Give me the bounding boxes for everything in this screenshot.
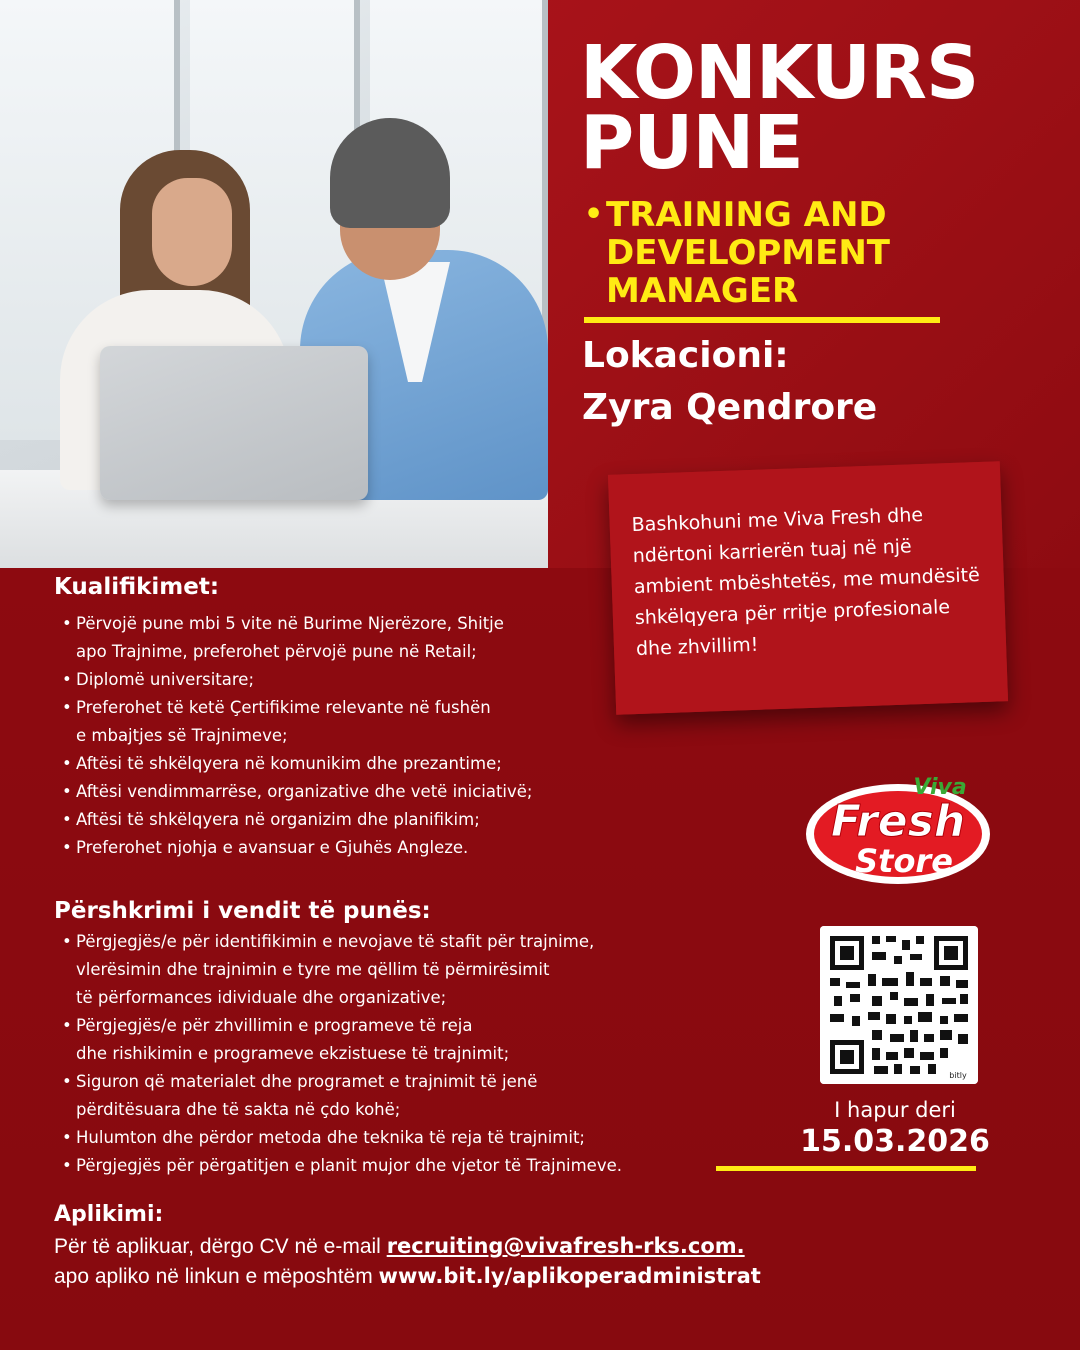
logo-word-store: Store [855, 842, 953, 880]
qr-code[interactable] [820, 926, 978, 1084]
photo-man-hair [330, 118, 450, 228]
info-card [608, 461, 1008, 715]
list-item-line: • Përgjegjës/e për identifikimin e nevojave të stafit për trajnime, [76, 932, 595, 951]
list-item [62, 610, 533, 666]
apply-email-link[interactable]: recruiting@vivafresh-rks.com. [386, 1234, 745, 1258]
list-item-line: vlerësimin dhe trajnimin e tyre me qëllim të përmirësimit [76, 960, 550, 979]
list-item [62, 778, 533, 806]
list-item [62, 694, 533, 750]
list-item [62, 1152, 622, 1180]
deadline-label: I hapur deri [834, 1098, 956, 1122]
description-list [62, 928, 622, 1180]
position-title-text: TRAINING AND DEVELOPMENT MANAGER [606, 195, 890, 311]
viva-fresh-store-logo [800, 770, 996, 890]
list-item [62, 750, 533, 778]
list-item-line: • Preferohet njohja e avansuar e Gjuhës Angleze. [76, 838, 469, 857]
list-item-line: • Siguron që materialet dhe programet e trajnimit të jenë [76, 1072, 538, 1091]
list-item-line: • Përgjegjës/e për zhvillimin e programeve të reja [76, 1016, 473, 1035]
title-line-1: KONKURS [580, 30, 979, 116]
location-block [582, 330, 1062, 434]
list-item [62, 1012, 622, 1068]
apply-title: Aplikimi: [54, 1202, 164, 1227]
apply-url-link[interactable]: www.bit.ly/aplikoperadministrat [378, 1264, 761, 1288]
list-item-line: • Diplomë universitare; [76, 670, 255, 689]
list-item [62, 1124, 622, 1152]
position-underline [584, 317, 940, 323]
apply-email-text: Për të aplikuar, dërgo CV në e-mail [54, 1235, 381, 1258]
list-item-line: e mbajtjes së Trajnimeve; [76, 726, 288, 745]
list-item-line: • Aftësi të shkëlqyera në komunikim dhe prezantime; [76, 754, 502, 773]
list-item-line: • Përgjegjës për përgatitjen e planit mujor dhe vjetor të Trajnimeve. [76, 1156, 622, 1175]
list-item [62, 666, 533, 694]
office-photo [0, 0, 548, 568]
description-title: Përshkrimi i vendit të punës: [54, 898, 431, 924]
list-item-line: • Aftësi vendimmarrëse, organizative dhe vetë iniciativë; [76, 782, 533, 801]
apply-line-link [54, 1264, 761, 1289]
list-item-line: • Aftësi të shkëlqyera në organizim dhe planifikim; [76, 810, 480, 829]
list-item [62, 1068, 622, 1124]
qr-caption: bitly [949, 1071, 967, 1080]
list-item-line: • Hulumton dhe përdor metoda dhe teknika të reja të trajnimit; [76, 1128, 585, 1147]
apply-line-email [54, 1234, 745, 1259]
list-item-line: përditësuara dhe të sakta në çdo kohë; [76, 1100, 401, 1119]
title-line-2: PUNE [580, 100, 803, 186]
deadline-date: 15.03.2026 [800, 1124, 990, 1159]
photo-laptop [100, 346, 368, 500]
qualifications-list [62, 610, 533, 862]
list-item [62, 806, 533, 834]
deadline-underline [716, 1166, 976, 1171]
position-title [584, 196, 1054, 310]
qualifications-title: Kualifikimet: [54, 574, 220, 600]
location-value: Zyra Qendrore [582, 387, 878, 428]
list-item [62, 928, 622, 1012]
apply-link-text: apo apliko në linkun e mëposhtëm [54, 1265, 373, 1288]
logo-word-fresh: Fresh [830, 796, 966, 847]
position-bullet: • [584, 197, 604, 232]
info-card-text: Bashkohuni me Viva Fresh dhe ndërtoni karrierën tuaj në një ambient mbështetës, me mundësitë shkëlqyera për rritje profesionale dhe zhvillim! [631, 503, 981, 661]
list-item-line: dhe rishikimin e programeve ekzistuese të trajnimit; [76, 1044, 510, 1063]
list-item [62, 834, 533, 862]
location-label: Lokacioni: [582, 335, 789, 376]
list-item-line: • Preferohet të ketë Çertifikime relevante në fushën [76, 698, 491, 717]
page-title [580, 30, 1060, 186]
list-item-line: të përformances idividuale dhe organizative; [76, 988, 447, 1007]
logo-word-viva: Viva [913, 775, 967, 800]
list-item-line: • Përvojë pune mbi 5 vite në Burime Njerëzore, Shitje [76, 614, 504, 633]
list-item-line: apo Trajnime, preferohet përvojë pune në Retail; [76, 642, 477, 661]
photo-woman-face [152, 178, 232, 286]
